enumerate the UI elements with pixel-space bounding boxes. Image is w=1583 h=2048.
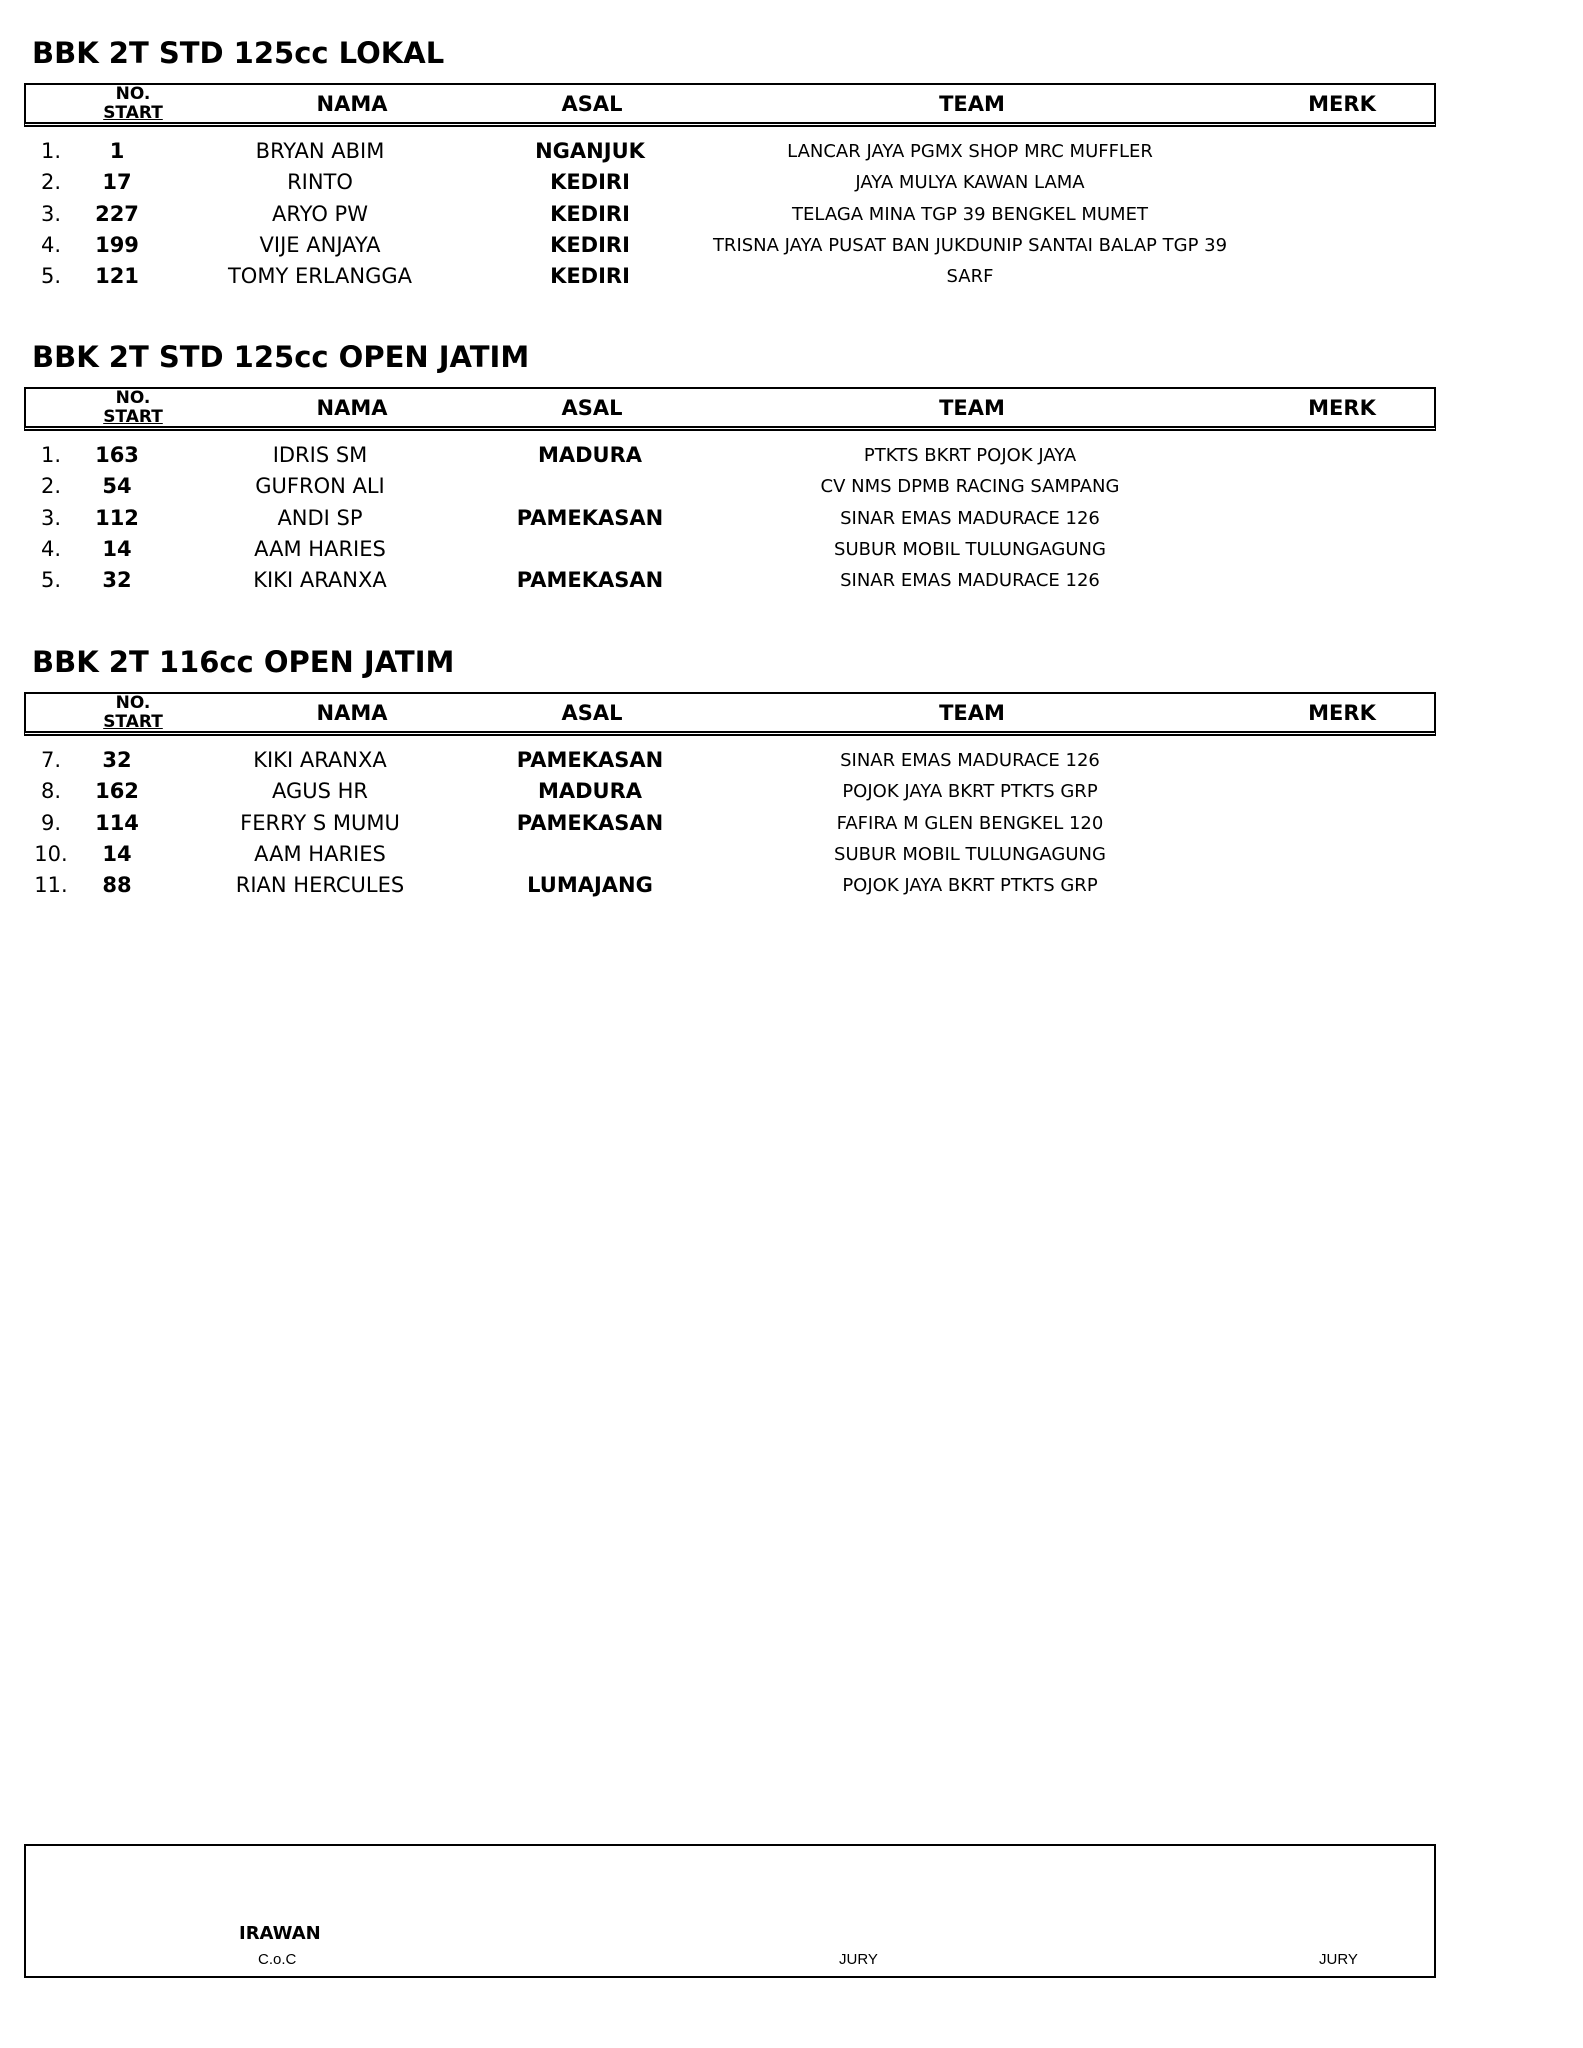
table-row bbox=[0, 167, 1583, 198]
start-number: 32 bbox=[102, 568, 132, 593]
table-header bbox=[24, 692, 1436, 736]
header-asal: ASAL bbox=[561, 91, 623, 116]
team-name: FAFIRA M GLEN BENGKEL 120 bbox=[836, 812, 1104, 834]
rider-origin: PAMEKASAN bbox=[516, 748, 664, 772]
team-name: POJOK JAYA BKRT PTKTS GRP bbox=[842, 781, 1098, 803]
rider-name: KIKI ARANXA bbox=[253, 568, 387, 593]
row-index: 5. bbox=[40, 568, 62, 593]
jury-label-2: JURY bbox=[1319, 1951, 1358, 1968]
header-no-line2: START bbox=[103, 102, 163, 123]
entry-list bbox=[0, 440, 1583, 596]
team-name: SINAR EMAS MADURACE 126 bbox=[840, 750, 1100, 771]
table-row bbox=[0, 565, 1583, 596]
rider-origin: MADURA bbox=[537, 443, 643, 467]
team-name: JAYA MULYA KAWAN LAMA bbox=[855, 172, 1085, 194]
rider-origin: KEDIRI bbox=[550, 264, 630, 289]
coc-name: IRAWAN bbox=[239, 1923, 321, 1944]
row-index: 2. bbox=[40, 474, 62, 499]
header-merk: MERK bbox=[1308, 395, 1376, 420]
start-number: 112 bbox=[95, 505, 139, 530]
rider-origin bbox=[470, 534, 710, 565]
jury-label-1: JURY bbox=[839, 1951, 878, 1968]
rider-origin: KEDIRI bbox=[550, 201, 630, 226]
start-number: 32 bbox=[102, 748, 132, 772]
table-row bbox=[0, 870, 1583, 901]
start-number: 14 bbox=[102, 841, 132, 866]
header-nama: NAMA bbox=[316, 395, 388, 420]
team-name: TELAGA MINA TGP 39 BENGKEL MUMET bbox=[792, 203, 1148, 225]
rider-name: ARYO PW bbox=[272, 201, 368, 226]
start-number: 163 bbox=[95, 443, 139, 467]
start-number: 162 bbox=[95, 779, 139, 804]
row-index: 3. bbox=[40, 505, 62, 530]
team-name: SARF bbox=[946, 266, 994, 288]
table-row bbox=[0, 776, 1583, 807]
rider-origin: MADURA bbox=[537, 779, 643, 804]
header-no-line1: NO. bbox=[115, 692, 151, 713]
row-index: 5. bbox=[40, 264, 62, 289]
header-no-line1: NO. bbox=[115, 387, 151, 408]
start-number: 114 bbox=[95, 810, 139, 835]
start-number: 54 bbox=[102, 474, 132, 499]
team-name: SUBUR MOBIL TULUNGAGUNG bbox=[834, 538, 1106, 560]
row-index: 2. bbox=[40, 170, 62, 195]
row-index: 1. bbox=[40, 139, 62, 163]
team-name: PTKTS BKRT POJOK JAYA bbox=[863, 445, 1077, 466]
start-number: 14 bbox=[102, 536, 132, 561]
header-team: TEAM bbox=[939, 91, 1005, 116]
table-row bbox=[0, 199, 1583, 230]
table-row bbox=[0, 230, 1583, 261]
team-name: SINAR EMAS MADURACE 126 bbox=[840, 570, 1100, 592]
row-index: 1. bbox=[40, 443, 62, 467]
header-team: TEAM bbox=[939, 395, 1005, 420]
rider-name: BRYAN ABIM bbox=[255, 139, 385, 163]
rider-origin bbox=[470, 839, 710, 870]
rider-name: RIAN HERCULES bbox=[235, 873, 405, 898]
team-name: SUBUR MOBIL TULUNGAGUNG bbox=[834, 843, 1106, 865]
start-number: 199 bbox=[95, 232, 139, 257]
rider-name: FERRY S MUMU bbox=[240, 810, 400, 835]
row-index: 4. bbox=[40, 536, 62, 561]
race-class-title: BBK 2T STD 125cc OPEN JATIM bbox=[32, 340, 530, 374]
rider-name: GUFRON ALI bbox=[255, 474, 385, 499]
header-nama: NAMA bbox=[316, 700, 388, 725]
rider-name: IDRIS SM bbox=[272, 443, 368, 467]
table-header bbox=[24, 83, 1436, 127]
header-merk: MERK bbox=[1308, 91, 1376, 116]
header-no-start bbox=[88, 85, 178, 122]
entry-list bbox=[0, 745, 1583, 901]
team-name: LANCAR JAYA PGMX SHOP MRC MUFFLER bbox=[787, 141, 1153, 162]
team-name: CV NMS DPMB RACING SAMPANG bbox=[820, 476, 1120, 498]
rider-origin: KEDIRI bbox=[550, 170, 630, 195]
rider-name: KIKI ARANXA bbox=[253, 748, 387, 772]
header-team: TEAM bbox=[939, 700, 1005, 725]
row-index: 8. bbox=[40, 779, 62, 804]
rider-origin: NGANJUK bbox=[535, 139, 645, 163]
table-row bbox=[0, 440, 1583, 471]
coc-label: C.o.C bbox=[258, 1951, 297, 1968]
header-no-line2: START bbox=[103, 711, 163, 732]
entry-list bbox=[0, 136, 1583, 292]
table-row bbox=[0, 808, 1583, 839]
row-index: 9. bbox=[40, 810, 62, 835]
table-row bbox=[0, 839, 1583, 870]
rider-name: ANDI SP bbox=[277, 505, 363, 530]
row-index: 10. bbox=[34, 841, 68, 866]
table-row bbox=[0, 261, 1583, 292]
header-asal: ASAL bbox=[561, 395, 623, 420]
header-no-line2: START bbox=[103, 406, 163, 427]
row-index: 7. bbox=[40, 748, 62, 772]
start-number: 17 bbox=[102, 170, 132, 195]
row-index: 4. bbox=[40, 232, 62, 257]
start-number: 121 bbox=[95, 264, 139, 289]
header-merk: MERK bbox=[1308, 700, 1376, 725]
header-no-start bbox=[88, 694, 178, 731]
table-row bbox=[0, 534, 1583, 565]
team-name: SINAR EMAS MADURACE 126 bbox=[840, 507, 1100, 529]
header-no-start bbox=[88, 389, 178, 426]
header-asal: ASAL bbox=[561, 700, 623, 725]
rider-origin: LUMAJANG bbox=[527, 873, 653, 898]
table-row bbox=[0, 471, 1583, 502]
start-number: 1 bbox=[109, 139, 125, 163]
rider-origin: PAMEKASAN bbox=[516, 505, 664, 530]
rider-name: AAM HARIES bbox=[254, 841, 386, 866]
team-name: POJOK JAYA BKRT PTKTS GRP bbox=[842, 875, 1098, 897]
rider-name: TOMY ERLANGGA bbox=[227, 264, 412, 289]
start-number: 88 bbox=[102, 873, 132, 898]
race-class-title: BBK 2T 116cc OPEN JATIM bbox=[32, 645, 455, 679]
rider-name: RINTO bbox=[287, 170, 353, 195]
table-header bbox=[24, 387, 1436, 431]
rider-name: AAM HARIES bbox=[254, 536, 386, 561]
start-number: 227 bbox=[95, 201, 139, 226]
rider-origin: PAMEKASAN bbox=[516, 810, 664, 835]
header-no-line1: NO. bbox=[115, 83, 151, 104]
race-class-title: BBK 2T STD 125cc LOKAL bbox=[32, 36, 445, 70]
table-row bbox=[0, 503, 1583, 534]
table-row bbox=[0, 745, 1583, 776]
team-name: TRISNA JAYA PUSAT BAN JUKDUNIP SANTAI BALAP TGP 39 bbox=[712, 234, 1228, 256]
rider-origin: PAMEKASAN bbox=[516, 568, 664, 593]
signature-box bbox=[24, 1844, 1436, 1978]
table-row bbox=[0, 136, 1583, 167]
rider-name: AGUS HR bbox=[271, 779, 369, 804]
row-index: 11. bbox=[34, 873, 68, 898]
row-index: 3. bbox=[40, 201, 62, 226]
header-nama: NAMA bbox=[316, 91, 388, 116]
rider-origin: KEDIRI bbox=[550, 232, 630, 257]
rider-name: VIJE ANJAYA bbox=[259, 232, 381, 257]
rider-origin bbox=[470, 471, 710, 502]
